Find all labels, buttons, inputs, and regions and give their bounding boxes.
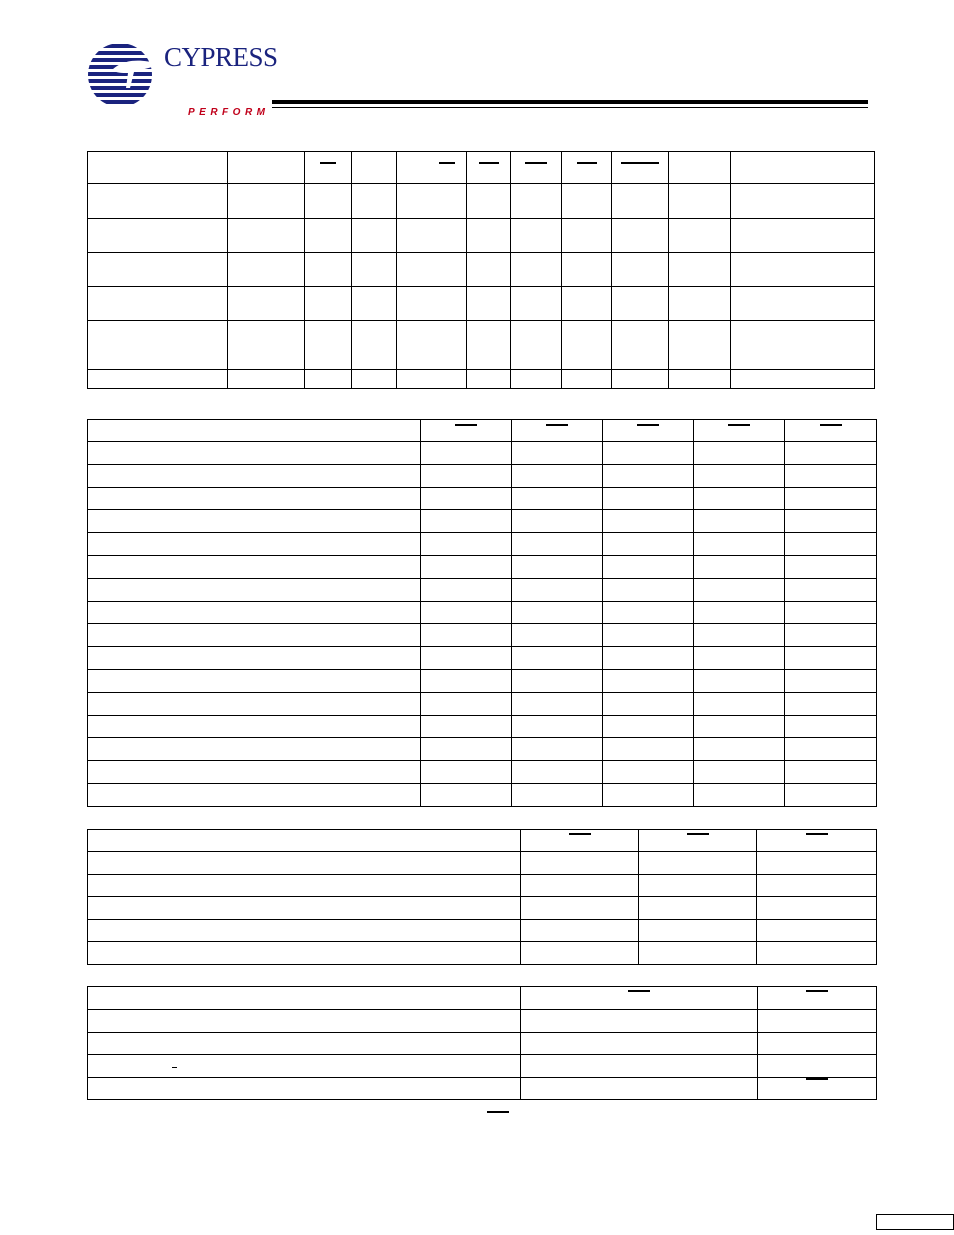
table-row <box>88 738 877 761</box>
table-row <box>88 578 877 601</box>
cypress-logo <box>82 42 278 122</box>
table-row <box>88 919 877 942</box>
table-2-header-row <box>88 420 877 442</box>
table-row <box>88 601 877 624</box>
table-row <box>88 370 875 389</box>
table-2 <box>87 419 877 807</box>
table-1-header-row <box>88 152 875 184</box>
table-row <box>88 1077 877 1100</box>
table-row <box>88 692 877 715</box>
header-rule <box>272 100 868 110</box>
table-1 <box>87 151 875 389</box>
table-row <box>88 219 875 253</box>
table-row <box>88 761 877 784</box>
table-row <box>88 942 877 965</box>
table-row <box>88 510 877 533</box>
table-4-header-row <box>88 987 877 1010</box>
table-row <box>88 715 877 738</box>
table-row <box>88 321 875 370</box>
table-row <box>88 555 877 578</box>
table-row <box>88 852 877 875</box>
table-row <box>88 669 877 692</box>
company-name: CYPRESS <box>164 42 278 72</box>
table-row <box>88 1055 877 1078</box>
table-row <box>88 1032 877 1055</box>
table-row <box>88 897 877 920</box>
table-row <box>88 874 877 897</box>
table-row <box>88 184 875 219</box>
table-row <box>88 287 875 321</box>
overbar-mark <box>172 1067 177 1068</box>
table-row <box>88 253 875 287</box>
table-row <box>88 442 877 465</box>
table-3-header-row <box>88 830 877 852</box>
table-row <box>88 533 877 556</box>
cypress-globe-icon <box>82 42 164 108</box>
table-row <box>88 487 877 510</box>
page-number-box <box>876 1214 954 1230</box>
table-row <box>88 783 877 806</box>
table-row <box>88 1010 877 1033</box>
table-row <box>88 624 877 647</box>
table-row <box>88 647 877 670</box>
table-row <box>88 464 877 487</box>
footnote-overbar <box>487 1111 509 1113</box>
company-tagline: PERFORM <box>188 107 270 118</box>
table-4 <box>87 986 877 1100</box>
table-3 <box>87 829 877 965</box>
